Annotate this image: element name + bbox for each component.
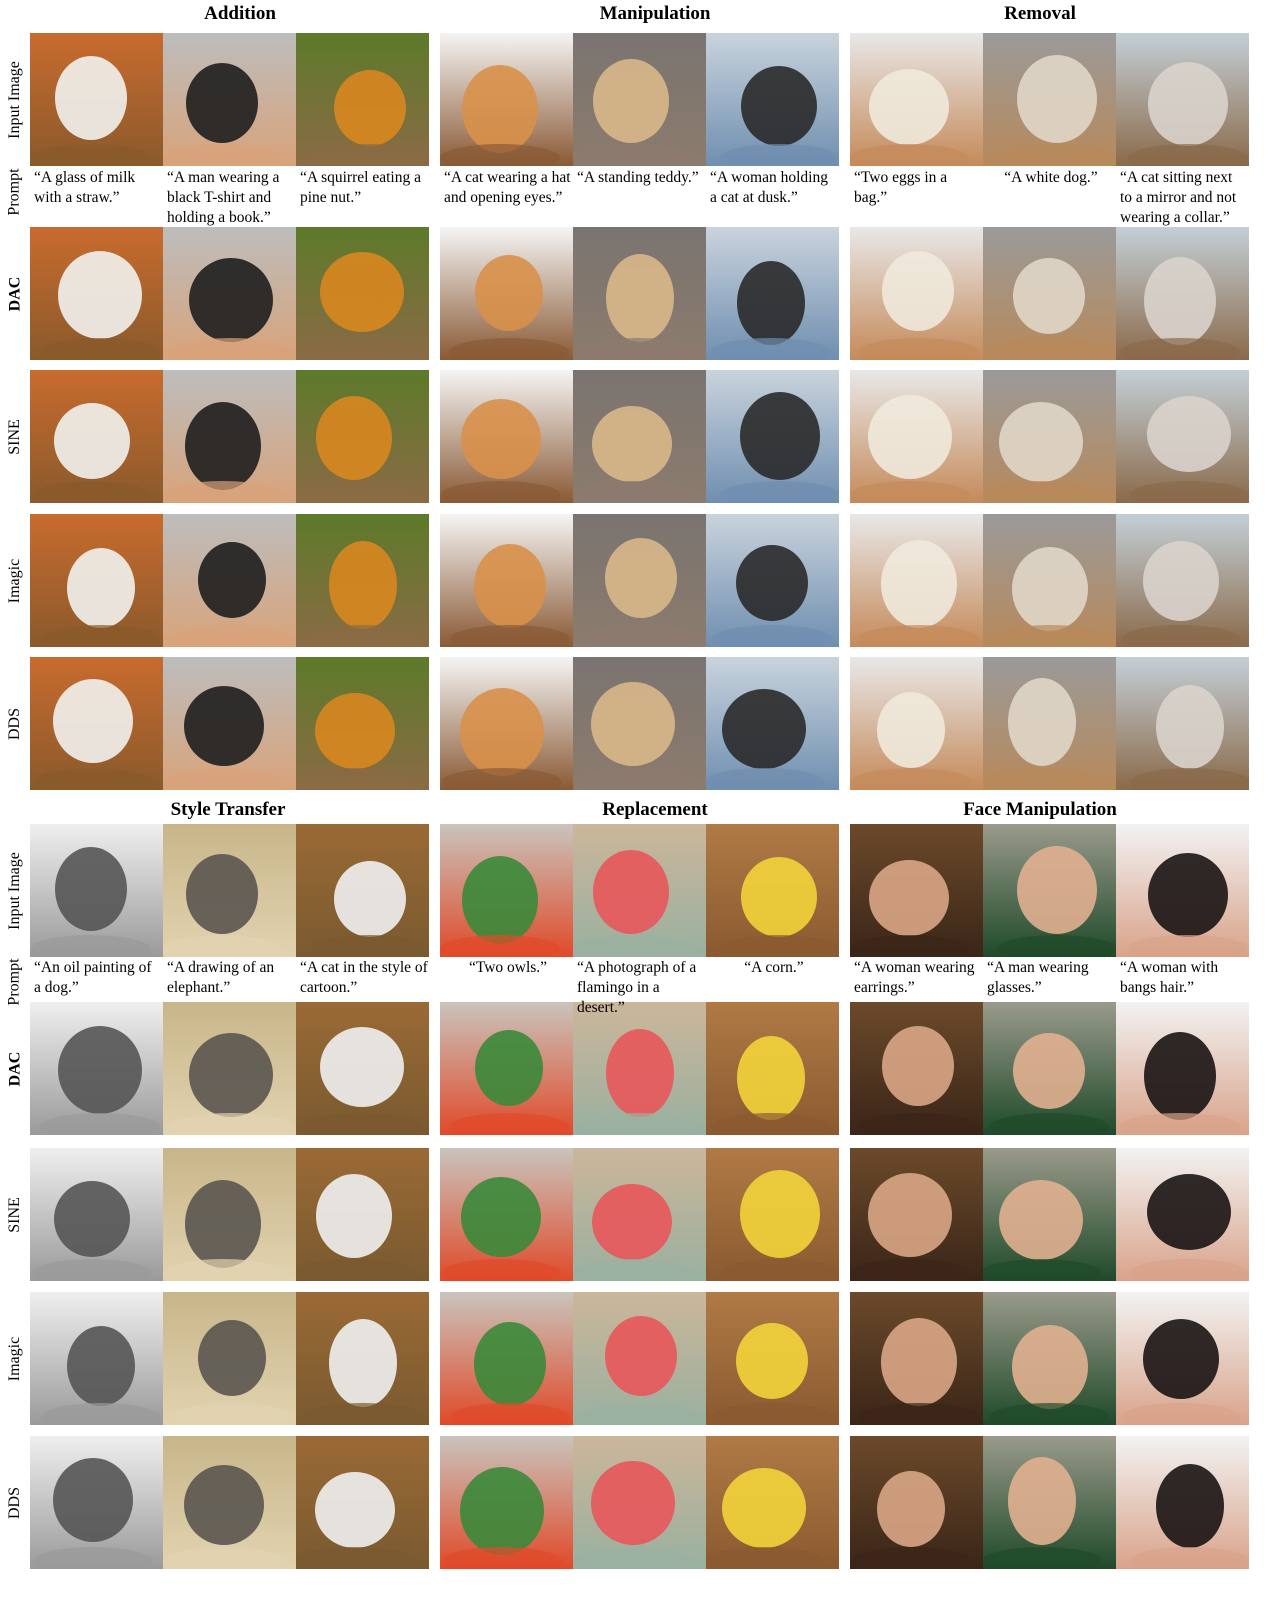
imagic-image: [296, 1292, 429, 1425]
dds-image: [30, 657, 163, 790]
imagic-image: [30, 1292, 163, 1425]
sine-image: [163, 1148, 296, 1281]
imagic-image: [163, 1292, 296, 1425]
prompt-text: “A photograph of a flamingo in a desert.”: [577, 959, 697, 1016]
prompt-text: “A cat sitting next to a mirror and not wearing a collar.”: [1120, 169, 1237, 226]
row-label: [0, 514, 30, 647]
section-heading: Manipulation: [599, 3, 711, 24]
row-label: [0, 1002, 30, 1135]
imagic-image: [1116, 1292, 1249, 1425]
imagic-image: [573, 514, 706, 647]
dac-image: [706, 1002, 839, 1135]
section-heading: Removal: [1004, 3, 1076, 24]
row-label-text: DDS: [6, 1486, 24, 1519]
imagic-image: [296, 514, 429, 647]
prompt-text: “A glass of milk with a straw.”: [34, 169, 136, 206]
row-label-text: Imagic: [6, 558, 24, 603]
prompt-text: “A man wearing a black T-shirt and holding a book.”: [167, 169, 280, 226]
prompt-text: “A white dog.”: [1004, 169, 1098, 186]
row-label-text: Imagic: [6, 1336, 24, 1381]
prompt-text: “A drawing of an elephant.”: [167, 959, 275, 996]
prompt-text: “A squirrel eating a pine nut.”: [300, 169, 421, 206]
imagic-image: [440, 1292, 573, 1425]
dds-image: [573, 657, 706, 790]
sine-image: [296, 1148, 429, 1281]
dac-image: [983, 227, 1116, 360]
prompt-text: “A woman holding a cat at dusk.”: [710, 169, 828, 206]
input-image: [296, 824, 429, 957]
imagic-image: [706, 514, 839, 647]
dac-image: [296, 227, 429, 360]
input-image: [850, 824, 983, 957]
sine-image: [850, 1148, 983, 1281]
dac-image: [440, 1002, 573, 1135]
dds-image: [440, 657, 573, 790]
sine-image: [706, 370, 839, 503]
prompt-text: “A woman with bangs hair.”: [1120, 959, 1219, 996]
imagic-image: [850, 1292, 983, 1425]
section-heading: Addition: [204, 3, 276, 24]
row-label: [0, 1436, 30, 1569]
imagic-image: [706, 1292, 839, 1425]
dds-image: [706, 657, 839, 790]
section-heading: Face Manipulation: [963, 799, 1117, 820]
dac-image: [30, 227, 163, 360]
dds-image: [983, 1436, 1116, 1569]
dac-image: [706, 227, 839, 360]
prompt-text: “A woman wearing earrings.”: [854, 959, 975, 996]
dds-image: [850, 1436, 983, 1569]
input-image: [440, 824, 573, 957]
dac-image: [573, 1002, 706, 1135]
prompt-text: “A standing teddy.”: [577, 169, 699, 186]
prompt-text: “An oil painting of a dog.”: [34, 959, 152, 996]
input-image: [440, 33, 573, 166]
dds-image: [850, 657, 983, 790]
sine-image: [1116, 1148, 1249, 1281]
section-heading: Style Transfer: [170, 799, 286, 820]
sine-image: [1116, 370, 1249, 503]
dac-image: [163, 1002, 296, 1135]
row-label-text: DDS: [6, 707, 24, 740]
dds-image: [983, 657, 1116, 790]
row-label: [0, 1148, 30, 1281]
dac-image: [296, 1002, 429, 1135]
dds-image: [163, 1436, 296, 1569]
dac-image: [440, 227, 573, 360]
imagic-image: [163, 514, 296, 647]
input-image: [983, 824, 1116, 957]
row-label-text: Input Image: [6, 851, 23, 930]
dds-image: [1116, 657, 1249, 790]
dds-image: [440, 1436, 573, 1569]
dds-image: [30, 1436, 163, 1569]
row-label-text: Prompt: [6, 168, 23, 216]
sine-image: [30, 1148, 163, 1281]
section-heading: Replacement: [602, 799, 708, 820]
sine-image: [983, 1148, 1116, 1281]
dds-image: [163, 657, 296, 790]
row-label: [0, 227, 30, 360]
prompt-text: “Two owls.”: [468, 959, 548, 976]
imagic-image: [850, 514, 983, 647]
input-image: [850, 33, 983, 166]
imagic-image: [30, 514, 163, 647]
sine-image: [30, 370, 163, 503]
row-label-text: SINE: [6, 1196, 23, 1233]
dac-image: [1116, 1002, 1249, 1135]
dac-image: [850, 1002, 983, 1135]
row-label: [0, 162, 30, 222]
imagic-image: [1116, 514, 1249, 647]
prompt-text: “A cat in the style of cartoon.”: [300, 959, 428, 996]
sine-image: [850, 370, 983, 503]
input-image: [163, 824, 296, 957]
prompt-text: “A cat wearing a hat and opening eyes.”: [444, 169, 571, 206]
dac-image: [983, 1002, 1116, 1135]
imagic-image: [440, 514, 573, 647]
dds-image: [296, 657, 429, 790]
sine-image: [573, 1148, 706, 1281]
input-image: [1116, 824, 1249, 957]
row-label: [0, 370, 30, 503]
row-label-text: Prompt: [6, 958, 23, 1006]
figure-bottom-half: [0, 799, 1286, 1610]
sine-image: [440, 370, 573, 503]
row-label: [0, 33, 30, 166]
input-image: [573, 824, 706, 957]
dac-image: [850, 227, 983, 360]
imagic-image: [983, 514, 1116, 647]
input-image: [1116, 33, 1249, 166]
dac-image: [1116, 227, 1249, 360]
figure-top-half: [0, 0, 1286, 800]
prompt-text: “Two eggs in a bag.”: [854, 169, 948, 206]
dds-image: [706, 1436, 839, 1569]
dac-image: [573, 227, 706, 360]
input-image: [983, 33, 1116, 166]
input-image: [573, 33, 706, 166]
imagic-image: [983, 1292, 1116, 1425]
row-label-text: Input Image: [6, 60, 23, 139]
dac-image: [163, 227, 296, 360]
dds-image: [1116, 1436, 1249, 1569]
sine-image: [296, 370, 429, 503]
row-label-text: DAC: [6, 276, 24, 311]
sine-image: [706, 1148, 839, 1281]
sine-image: [983, 370, 1116, 503]
imagic-image: [573, 1292, 706, 1425]
row-label: [0, 657, 30, 790]
input-image: [163, 33, 296, 166]
dds-image: [296, 1436, 429, 1569]
dac-image: [30, 1002, 163, 1135]
row-label: [0, 1292, 30, 1425]
sine-image: [163, 370, 296, 503]
input-image: [296, 33, 429, 166]
row-label-text: SINE: [6, 418, 23, 455]
input-image: [30, 33, 163, 166]
sine-image: [440, 1148, 573, 1281]
prompt-text: “A corn.”: [744, 959, 804, 976]
sine-image: [573, 370, 706, 503]
input-image: [706, 824, 839, 957]
row-label: [0, 824, 30, 957]
input-image: [30, 824, 163, 957]
dds-image: [573, 1436, 706, 1569]
prompt-text: “A man wearing glasses.”: [987, 959, 1089, 996]
input-image: [706, 33, 839, 166]
row-label-text: DAC: [6, 1051, 24, 1086]
